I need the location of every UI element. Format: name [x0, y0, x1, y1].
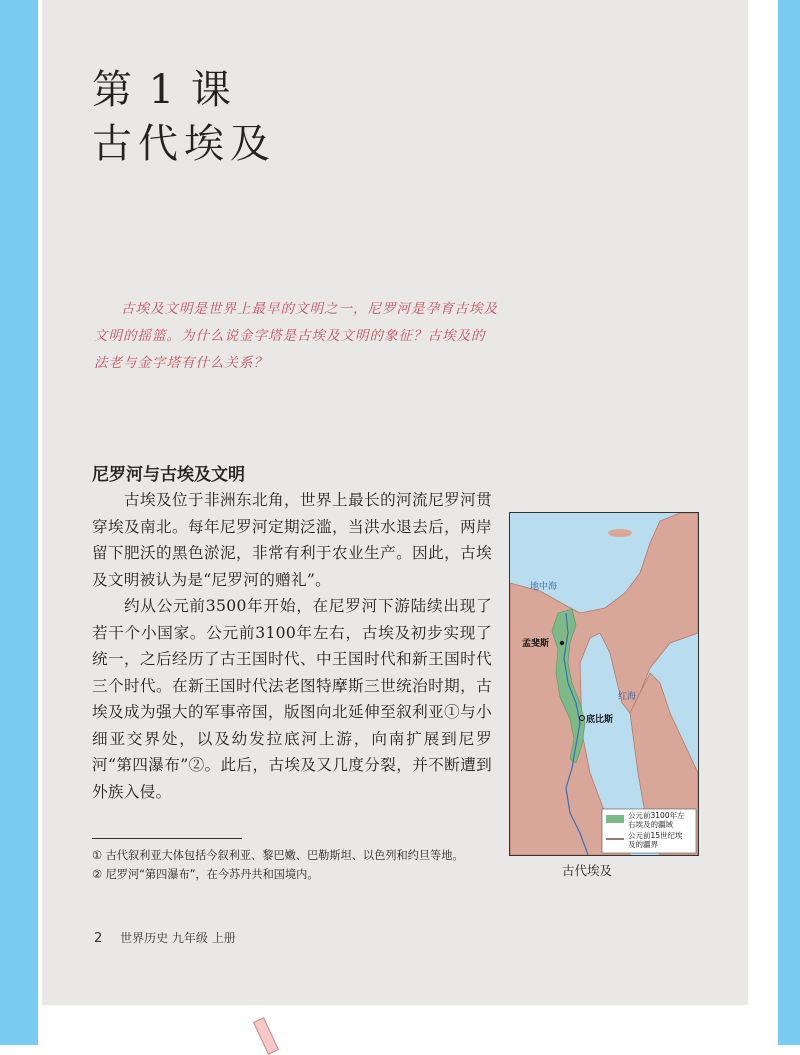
- legend-2-line-1: 公元前15世纪埃: [628, 831, 683, 840]
- legend-1-line-2: 右埃及的疆域: [628, 820, 673, 829]
- map-graphic: [510, 513, 698, 855]
- footnote-divider: [92, 838, 242, 839]
- sea-mediterranean-label: 地中海: [530, 582, 558, 592]
- sea-red-label: 红海: [618, 692, 637, 702]
- section-heading: 尼罗河与古埃及文明: [92, 465, 245, 485]
- cyprus-island: [608, 529, 632, 537]
- paragraph: 古埃及位于非洲东北角，世界上最长的河流尼罗河贯穿埃及南北。每年尼罗河定期泛滥，当洪水退去后，两岸留下肥沃的黑色淤泥，非常有利于农业生产。因此，古埃及文明被认为是“尼罗河的赠礼”。: [92, 491, 492, 589]
- intro-text: 古埃及文明是世界上最早的文明之一，尼罗河是孕育古埃及文明的摇篮。为什么说金字塔是古埃及文明的象征？古埃及的法老与金字塔有什么关系？: [94, 301, 498, 371]
- lesson-title: 古代埃及: [92, 121, 276, 167]
- footnotes: [92, 846, 494, 884]
- city-thebes: 底比斯: [586, 715, 614, 725]
- legend-2-line-2: 及的疆界: [628, 840, 658, 849]
- paragraph: 约从公元前3500年开始，在尼罗河下游陆续出现了若干个小国家。公元前3100年左右，古埃及初步实现了统一，之后经历了古王国时代、中王国时代和新王国时代三个时代。在新王国时代法老图特摩斯三世统治时期，古埃及成为强大的军事帝国，版图向北延伸至叙利亚①与小细亚交界处，以及幼发拉底河上游，向南扩展到尼罗河“第四瀑布”②。此后，古埃及又几度分裂，并不断遭到外族入侵。: [92, 597, 492, 801]
- book-title: 世界历史 九年级 上册: [120, 931, 236, 945]
- legend-swatch-core: [606, 815, 624, 823]
- lesson-number: 第 1 课: [92, 67, 233, 113]
- left-border: [0, 0, 38, 1045]
- footnote: ② 尼罗河“第四瀑布”，在今苏丹共和国境内。: [92, 868, 319, 881]
- city-memphis: 孟斐斯: [522, 639, 550, 649]
- page-number: 2: [94, 931, 103, 946]
- memphis-marker: [560, 641, 564, 645]
- egypt-map: [509, 512, 699, 856]
- footnote: ① 古代叙利亚大体包括今叙利亚、黎巴嫩、巴勒斯坦、以色列和约旦等地。: [92, 849, 464, 862]
- page-footer: [94, 929, 236, 946]
- pen-tip: [253, 1017, 279, 1055]
- legend-1-line-1: 公元前3100年左: [628, 811, 685, 820]
- map-caption: 古代埃及: [562, 863, 613, 878]
- textbook-page: [42, 0, 748, 1005]
- body-text: [92, 487, 492, 805]
- right-border: [778, 0, 800, 1045]
